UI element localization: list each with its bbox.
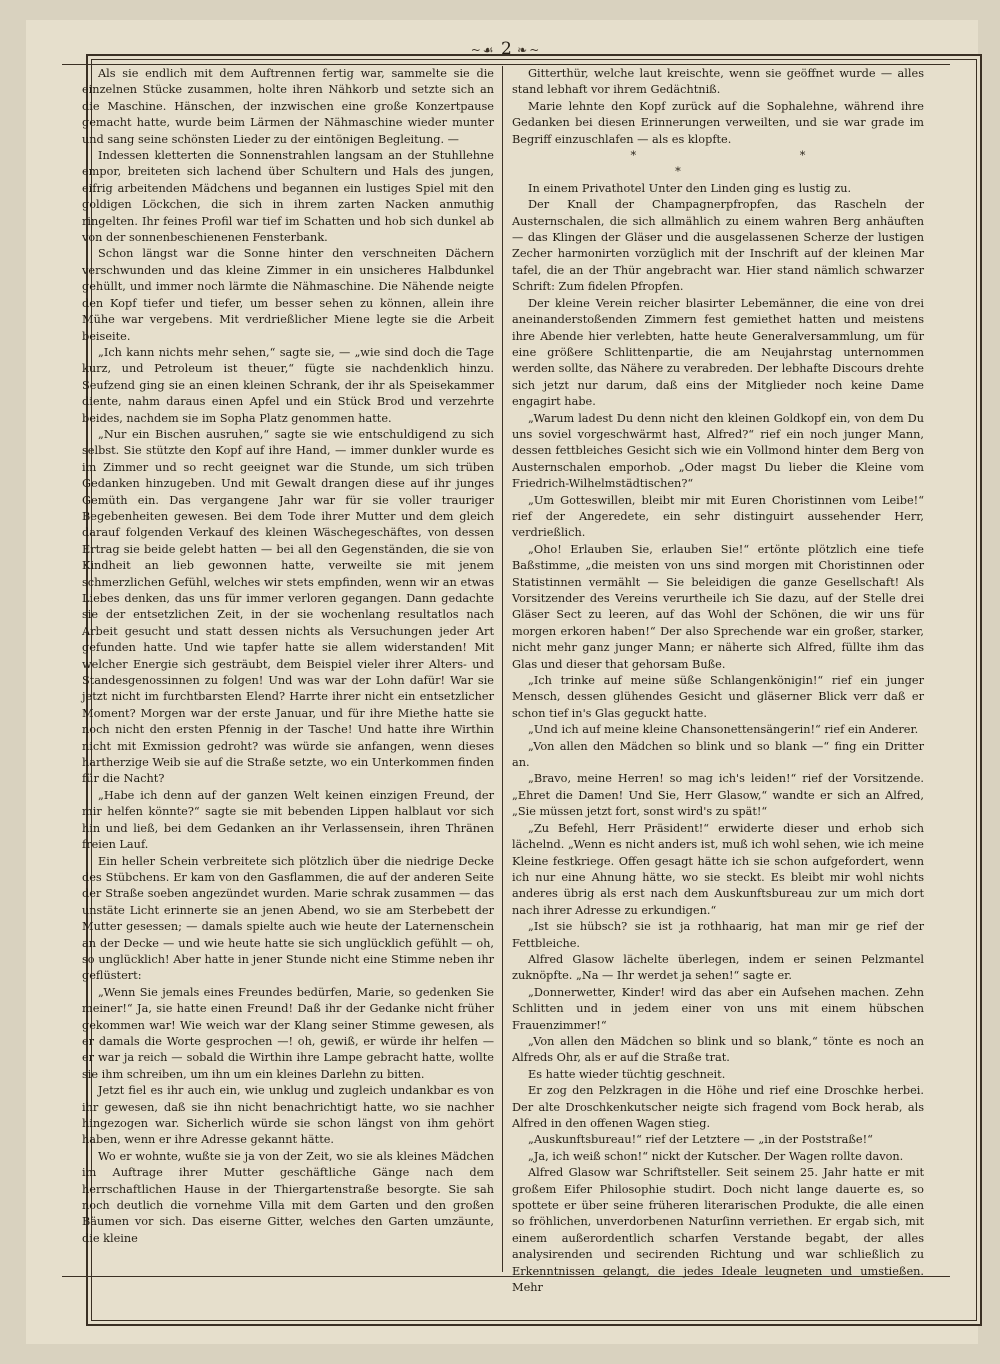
- left-column: [82, 66, 494, 1276]
- paragraph: „Wenn Sie jemals eines Freundes bedürfen, Marie, so gedenken Sie meiner!“ Ja, sie hatte einen Freund! Daß ihr der Gedanke nicht früher gekommen war! Wie weich war der Klang seiner Stimme gewesen, als er damals die Worte gesprochen —! oh, gewiß, er würde ihr helfen — er war ja reich — sobald die Wirthin ihre Lampe gebracht hatte, wollte sie ihm schreiben, um ihn um ein kleines Darlehn zu bitten.: [82, 985, 494, 1081]
- paragraph: Der kleine Verein reicher blasirter Lebemänner, die eine von drei aneinanderstoßenden Zimmern fest gemiethet hatten und meistens ihre Abende hier verlebten, hatte heute Generalversammlung, um für eine größere Schlittenpartie, die am Neujahrstag unternommen werden sollte, das Nähere zu verabreden. Der lebhafte Discours drehte sich jetzt nur darum, daß eins der Mitglieder noch keine Dame engagirt habe.: [512, 296, 924, 409]
- paragraph: „Habe ich denn auf der ganzen Welt keinen einzigen Freund, der mir helfen könnte?“ sagte sie mit bebenden Lippen halblaut vor sich hin und ließ, bei dem Gedanken an ihr Verlassensein, ihren Thränen freien Lauf.: [82, 788, 494, 852]
- header-ornament-left: ~☙: [470, 43, 496, 57]
- paragraph: Der Knall der Champagnerpfropfen, das Rascheln der Austernschalen, die sich allmählich zu einem wahren Berg anhäuften — das Klingen der Gläser und die ausgelassenen Scherze der lustigen Zecher harmonirten vorzüglich mit der Inschrift auf der kleinen Mar tafel, die an der Thür angebracht war. Hier stand nämlich schwarzer Schrift: Zum fidelen Pfropfen.: [512, 198, 924, 294]
- column-divider: [502, 66, 503, 1272]
- paragraph: „Ja, ich weiß schon!“ nickt der Kutscher. Der Wagen rollte davon.: [528, 1149, 904, 1163]
- paragraph: „Nur ein Bischen ausruhen,“ sagte sie wie entschuldigend zu sich selbst. Sie stützte den Kopf auf ihre Hand, — immer dunkler wurde es im Zimmer und so recht geeignet war die Stunde, um sich trüben Gedanken hinzugeben. Und mit Gewalt drangen diese auf ihr junges Gemüth ein. Das vergangene Jahr war für sie voller trauriger Begebenheiten gewesen. Bei dem Tode ihrer Mutter und dem gleich darauf folgenden Verkauf des kleinen Wäschegeschäftes, von dessen Ertrag sie beide gelebt hatten — bei all den Gegenständen, die sie von Kindheit an lieb gewonnen hatte, verweilte sie mit jenem schmerzlichen Gefühl, welches wir stets empfinden, wenn wir an etwas Liebes denken, das uns für immer verloren gegangen. Dann gedachte sie der entsetzlichen Zeit, in der sie wochenlang resultatlos nach Arbeit gesucht und statt dessen nichts als Versuchungen jeder Art gefunden hatte. Und wie tapfer hatte sie allem widerstanden! Mit welcher Energie sich gesträubt, dem Beispiel vieler ihrer Alters- und Standesgenossinnen zu folgen! Und was war der Lohn dafür! War sie jetzt nicht im furchtbarsten Elend? Harrte ihrer nicht ein entsetzlicher Moment? Morgen war der erste Januar, und für ihre Miethe hatte sie noch nicht den ersten Pfennig in der Tasche! Und hatte ihre Wirthin nicht mit Exmission gedroht? was würde sie anfangen, wenn dieses hartherzige Weib sie auf die Straße setzte, wo ein Unterkommen finden für die Nacht?: [82, 427, 494, 786]
- header-ornament-right: ❧~: [517, 43, 542, 57]
- paragraph: „Ich kann nichts mehr sehen,“ sagte sie, — „wie sind doch die Tage kurz, und Petroleum ist theuer,“ fügte sie nachdenklich hinzu. Seufzend ging sie an einen kleinen Schrank, der ihr als Speisekammer diente, nahm daraus einen Apfel und ein Stück Brod und verzehrte beides, nachdem sie im Sopha Platz genommen hatte.: [82, 345, 494, 425]
- paragraph: „Oho! Erlauben Sie, erlauben Sie!“ ertönte plötzlich eine tiefe Baßstimme, „die meisten von uns sind morgen mit Choristinnen oder Statistinnen vermählt — Sie beleidigen die ganze Gesellschaft! Als Vorsitzender des Vereins verurtheile ich Sie dazu, auf der Stelle drei Gläser Sect zu leeren, auf das Wohl der Schönen, die wir uns für morgen erkoren haben!“ Der also Sprechende war ein großer, starker, nicht mehr ganz junger Mann; er näherte sich Alfred, füllte ihm das Glas und dieser that gehorsam Buße.: [512, 542, 924, 671]
- paragraph: Es hatte wieder tüchtig geschneit.: [528, 1067, 726, 1081]
- paragraph: Wo er wohnte, wußte sie ja von der Zeit, wo sie als kleines Mädchen im Auftrage ihrer Mutter geschäftliche Gänge nach dem herrschaftlichen Hause in der Thiergartenstraße besorgte. Sie sah noch deutlich die vornehme Villa mit dem Garten und den großen Bäumen vor sich. Das eiserne Gitter, welches den Garten umzäunte, die kleine: [82, 1149, 494, 1245]
- paragraph: Jetzt fiel es ihr auch ein, wie unklug und zugleich undankbar es von ihr gewesen, daß sie ihn nicht benachrichtigt hatte, wo sie nachher hingezogen war. Sicherlich würde sie schon längst von ihm gehört haben, wenn er ihre Adresse gekannt hätte.: [82, 1084, 494, 1147]
- page-header: [60, 36, 952, 62]
- header-rule: [62, 64, 950, 65]
- paragraph: Ein heller Schein verbreitete sich plötzlich über die niedrige Decke des Stübchens. Er kam von den Gasflammen, die auf der anderen Seite der Straße soeben angezündet wurden. Marie schrak zusammen — das unstäte Licht erinnerte sie an jenen Abend, wo sie am Sterbebett der Mutter gesessen; — damals spielte auch wie heute der Laternenschein an der Decke — und wie heute hatte sie sich unglücklich gefühlt — oh, so unglücklich! Aber hatte in jener Stunde nicht eine Stimme neben ihr geflüstert:: [82, 854, 494, 983]
- paragraph: „Um Gotteswillen, bleibt mir mit Euren Choristinnen vom Leibe!“ rief der Angeredete, ein sehr distinguirt aussehender Herr, verdrießlich.: [512, 493, 924, 540]
- paragraph: „Donnerwetter, Kinder! wird das aber ein Aufsehen machen. Zehn Schlitten und in jedem einer von uns mit einem hübschen Frauenzimmer!“: [512, 985, 924, 1032]
- paragraph: „Von allen den Mädchen so blink und so blank —“ fing ein Dritter an.: [512, 739, 924, 770]
- paragraph: „Ist sie hübsch? sie ist ja rothhaarig, hat man mir ge rief der Fettbleiche.: [512, 920, 924, 950]
- paragraph: Marie lehnte den Kopf zurück auf die Sophalehne, während ihre Gedanken bei diesen Erinnerungen verweilten, und sie war grade im Begriff einzuschlafen — als es klopfte.: [512, 99, 924, 146]
- paragraph: „Bravo, meine Herren! so mag ich's leiden!“ rief der Vorsitzende. „Ehret die Damen! Und Sie, Herr Glasow,“ wandte er sich an Alfred, „Sie müssen jetzt fort, sonst wird's zu spät!“: [512, 772, 924, 819]
- paragraph: Als sie endlich mit dem Auftrennen fertig war, sammelte sie die einzelnen Stücke zusammen, holte ihren Nähkorb und setzte sich an die Maschine. Hänschen, der inzwischen eine große Konzertpause gemacht hatte, wurde beim Lärmen der Nähmaschine wieder munter und sang seine schönsten Lieder zu der eintönigen Begleitung. —: [82, 67, 494, 146]
- section-break-stars: * * *: [630, 149, 886, 179]
- paragraph: Schon längst war die Sonne hinter den verschneiten Dächern verschwunden und das kleine Zimmer in ein unsicheres Halbdunkel gehüllt, und immer noch lärmte die Nähmaschine. Die Nähende neigte den Kopf tiefer und tiefer, um besser sehen zu können, allein ihre Mühe war vergebens. Mit verdrießlicher Miene legte sie die Arbeit beiseite.: [82, 247, 494, 343]
- paragraph: Indessen kletterten die Sonnenstrahlen langsam an der Stuhllehne empor, breiteten sich lachend über Schultern und Hals des jungen, eifrig arbeitenden Mädchens und begannen ein lustiges Spiel mit den goldigen Löckchen, die sich in ihrem zarten Nacken anmuthig ringelten. Ihr feines Profil war tief im Schatten und hob sich dunkel ab von der sonnenbeschienenen Fensterbank.: [82, 149, 494, 245]
- right-column: [512, 66, 924, 1295]
- paragraph: Alfred Glasow lächelte überlegen, indem er seinen Pelzmantel zuknöpfte. „Na — Ihr werdet ja sehen!“ sagte er.: [512, 952, 924, 983]
- paragraph: Gitterthür, welche laut kreischte, wenn sie geöffnet wurde — alles stand lebhaft vor ihrem Gedächtniß.: [512, 67, 924, 97]
- paragraph: „Ich trinke auf meine süße Schlangenkönigin!“ rief ein junger Mensch, dessen glühendes Gesicht und gläserner Blick verr daß er schon tief in's Glas geguckt hatte.: [512, 674, 924, 720]
- footer-rule: [62, 1276, 950, 1277]
- page-number: 2: [500, 39, 512, 59]
- paragraph: „Auskunftsbureau!“ rief der Letztere — „in der Poststraße!“: [528, 1133, 873, 1147]
- paragraph: „Von allen den Mädchen so blink und so blank,“ tönte es noch an Alfreds Ohr, als er auf die Straße trat.: [512, 1034, 924, 1065]
- paragraph: „Zu Befehl, Herr Präsident!“ erwiderte dieser und erhob sich lächelnd. „Wenn es nicht anders ist, muß ich wohl sehen, wie ich meine Kleine festkriege. Offen gesagt hätte ich sie schon aufgefordert, wenn ich nur eine Ahnung hätte, wo sie steckt. Es bleibt mir wohl nichts anderes übrig als erst nach dem Auskunftsbureau zur um mich dort nach ihrer Adresse zu erkundigen.“: [512, 821, 924, 917]
- paragraph: Er zog den Pelzkragen in die Höhe und rief eine Droschke herbei. Der alte Droschkenkutscher neigte sich fragend vom Bock herab, als Alfred in den offenen Wagen stieg.: [512, 1084, 924, 1130]
- paragraph: „Warum ladest Du denn nicht den kleinen Goldkopf ein, von dem Du uns soviel vorgeschwärmt hast, Alfred?“ rief ein noch junger Mann, dessen fettbleiches Gesicht sich wie ein Vollmond hinter dem Berg von Austernschalen emporhob. „Oder magst Du lieber die Kleine vom Friedrich-Wilhelmstädtischen?“: [512, 411, 924, 491]
- paragraph: Alfred Glasow war Schriftsteller. Seit seinem 25. Jahr hatte er mit großem Eifer Philosophie studirt. Doch nicht lange dauerte es, so spottete er über seine früheren literarischen Produkte, die alle einen so fröhlichen, unverdorbenen Naturſinn verriethen. Er ergab sich, mit einem außerordentlich scharfen Verstande begabt, der alles analysirenden und secirenden Richtung und war schließlich zu Erkenntnissen gelangt, die jedes Ideale leugneten und umstießen. Mehr: [512, 1166, 924, 1295]
- paragraph: In einem Privathotel Unter den Linden ging es lustig zu.: [528, 181, 852, 195]
- paragraph: „Und ich auf meine kleine Chansonettensängerin!“ rief ein Anderer.: [528, 723, 919, 737]
